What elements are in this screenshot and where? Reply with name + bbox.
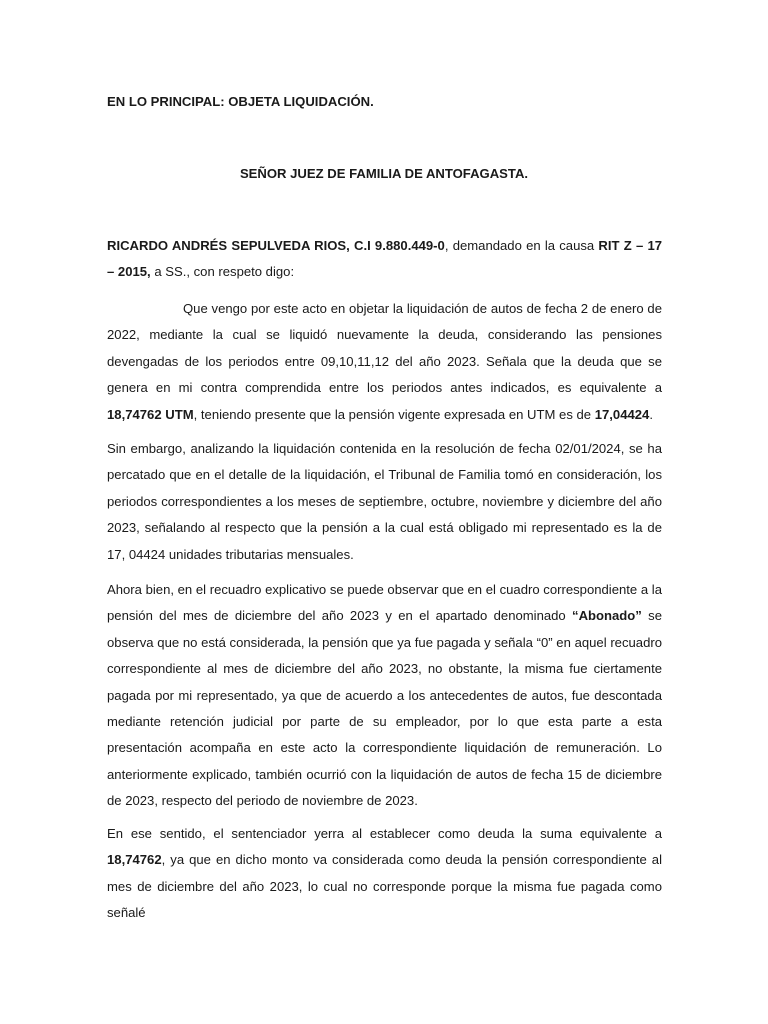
intro-paragraph: RICARDO ANDRÉS SEPULVEDA RIOS, C.I 9.880.449-0, demandado en la causa RIT Z – 17 – 2015, a SS., con respeto digo: bbox=[107, 238, 663, 280]
case-rit: RIT Z – 17 – 2015, bbox=[107, 238, 663, 280]
paragraph-objection: Que vengo por este acto en objetar la liquidación de autos de fecha 2 de enero de 2022, mediante la cual se liquidó nuevamente la deuda, considerando las pensiones devengadas de los periodos entre 09,10,11,12 del año 2023. Señala que la deuda que se genera en mi contra comprendida entre los periodos antes indicados, es equivalente a 18,74762 UTM, teniendo presente que la pensión vigente expresada en UTM es de 17,04424. bbox=[107, 301, 662, 422]
heading-juez: SEÑOR JUEZ DE FAMILIA DE ANTOFAGASTA. bbox=[239, 166, 529, 181]
paragraph-analysis: Sin embargo, analizando la liquidación contenida en la resolución de fecha 02/01/2024, se ha percatado que en el detalle de la liquidación, el Tribunal de Familia tomó en consideración, los periodos correspondientes a los meses de septiembre, octubre, noviembre y diciembre del año 2023, señalando al respecto que la pensión a la cual está obligado mi representado es la de 17, 04424 unidades tributarias mensuales. bbox=[107, 441, 662, 562]
paragraph-explanation: Ahora bien, en el recuadro explicativo se puede observar que en el cuadro correspondiente a la pensión del mes de diciembre del año 2023 y en el apartado denominado “Abonado” se observa que no está considerada, la pensión que ya fue pagada y señala “0” en aquel recuadro correspondiente al mes de diciembre del año 2023, no obstante, la misma fue ciertamente pagada por mi representado, ya que de acuerdo a los antecedentes de autos, fue descontada mediante retención judicial por parte de su empleador, por lo que esta parte a esta presentación acompaña en este acto la correspondiente liquidación de remuneración. Lo anteriormente explicado, también ocurrió con la liquidación de autos de fecha 15 de diciembre de 2023, respecto del periodo de noviembre de 2023. bbox=[107, 582, 662, 809]
debt-utm: 18,74762 UTM bbox=[107, 406, 194, 422]
heading-principal: EN LO PRINCIPAL: OBJETA LIQUIDACIÓN. bbox=[107, 94, 374, 109]
party-name: RICARDO ANDRÉS SEPULVEDA RIOS, C.I 9.880.449-0 bbox=[107, 238, 445, 253]
abonado-term: “Abonado” bbox=[572, 608, 642, 624]
pension-utm: 17,04424 bbox=[594, 406, 650, 422]
paragraph-conclusion: En ese sentido, el sentenciador yerra al establecer como deuda la suma equivalente a 18,74762, ya que en dicho monto va considerada como deuda la pensión correspondiente al mes de diciembre del año 2023, lo cual no corresponde porque la misma fue pagada como señalé bbox=[107, 826, 662, 921]
debt-amount: 18,74762 bbox=[107, 852, 162, 868]
